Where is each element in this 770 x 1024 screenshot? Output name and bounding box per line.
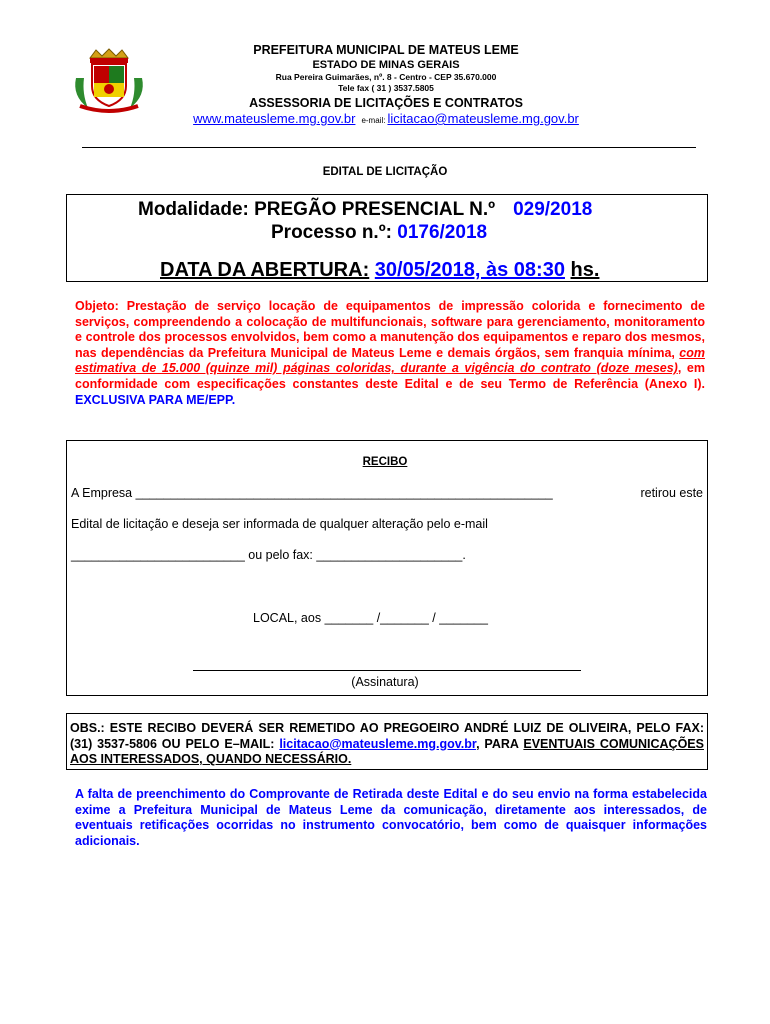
modalidade-label: Modalidade: PREGÃO PRESENCIAL N.º (138, 199, 496, 220)
signature-line[interactable] (193, 670, 581, 671)
letterhead (150, 43, 622, 128)
abertura-suffix: hs. (570, 259, 600, 281)
coat-of-arms-icon (70, 48, 148, 116)
obs-text-after: , PARA (476, 736, 519, 751)
edital-line: Edital de licitação e deseja ser informada de qualquer alteração pelo e-mail (71, 517, 488, 531)
local-date-field[interactable]: LOCAL, aos _______ /_______ / _______ (253, 611, 488, 625)
abertura-label: DATA DA ABERTURA: (160, 259, 370, 281)
obs-last-line: EVENTUAIS COMUNICAÇÕES AOS INTERESSADOS, QUANDO NECESSÁRIO. (70, 736, 704, 767)
obs-text: OBS.: ESTE RECIBO DEVERÁ SER REMETIDO AO PREGOEIRO ANDRÉ LUIZ DE OLIVEIRA, PELO FAX: (31) 3537-5806 OU PELO E–MAIL: (70, 721, 704, 751)
objeto-paragraph (75, 299, 705, 408)
municipality-title: PREFEITURA MUNICIPAL DE MATEUS LEME (253, 43, 519, 57)
obs-email-link[interactable]: licitacao@mateusleme.mg.gov.br (279, 736, 477, 751)
modalidade-number: 029/2018 (513, 199, 593, 220)
email-link[interactable]: licitacao@mateusleme.mg.gov.br (387, 111, 579, 126)
falta-paragraph: A falta de preenchimento do Comprovante de Retirada deste Edital e do seu envio na forma estabelecida exime a Prefeitura Municipal de Mateus Leme da comunicação, diretamente aos interessados, de eventuais retificações ocorridas no instrumento convocatório, bem como de quaisquer informações adicionais. (75, 787, 707, 848)
processo-line (271, 222, 487, 244)
website-link[interactable]: www.mateusleme.mg.gov.br (193, 111, 356, 126)
department: ASSESSORIA DE LICITAÇÕES E CONTRATOS (249, 96, 523, 110)
state-name: ESTADO DE MINAS GERAIS (312, 59, 460, 71)
empresa-suffix: retirou este (640, 486, 703, 500)
municipal-logo (70, 48, 148, 116)
objeto-text: Objeto: Prestação de serviço locação de equipamentos de impressão colorida e fornecimento de serviços, compreendendo a colocação de multifuncionais, software para gerenciamento, monitoramento e controle dos processos envolvidos, bem como a manutenção dos equipamentos e reparo dos mesmos, nas dependências da Prefeitura Municipal de Mateus Leme e demais órgãos, sem franquia mínima, (75, 299, 705, 360)
processo-number: 0176/2018 (397, 222, 488, 243)
abertura-line (160, 259, 599, 282)
exclusive-note: EXCLUSIVA PARA ME/EPP. (75, 392, 236, 407)
email-fax-field[interactable]: _________________________ ou pelo fax: _____________________. (71, 548, 466, 562)
contact-links (150, 111, 622, 128)
recibo-box (66, 440, 708, 696)
recibo-title: RECIBO (362, 456, 408, 468)
processo-label: Processo n.º: (271, 222, 392, 243)
objeto-emphasis: com estimativa de 15.000 (quinze mil) páginas coloridas, durante a vigência do contrato (doze meses) (75, 345, 705, 376)
empresa-line (71, 486, 703, 500)
modalidade-line (138, 199, 592, 221)
abertura-date: 30/05/2018, às 08:30 (374, 259, 565, 281)
email-label: e-mail: (361, 116, 386, 125)
obs-paragraph (70, 721, 704, 768)
header-divider (82, 147, 696, 148)
objeto-continuation: , em conformidade com especificações constantes deste Edital e de seu Termo de Referência (Anexo I). (75, 361, 706, 391)
empresa-field[interactable]: A Empresa ____________________________________________________________ (71, 486, 553, 500)
address: Rua Pereira Guimarães, nº. 8 - Centro - CEP 35.670.000 (275, 72, 497, 82)
signature-label: (Assinatura) (351, 675, 419, 689)
document-title: EDITAL DE LICITAÇÃO (322, 166, 448, 178)
phone: Tele fax ( 31 ) 3537.5805 (338, 83, 434, 93)
